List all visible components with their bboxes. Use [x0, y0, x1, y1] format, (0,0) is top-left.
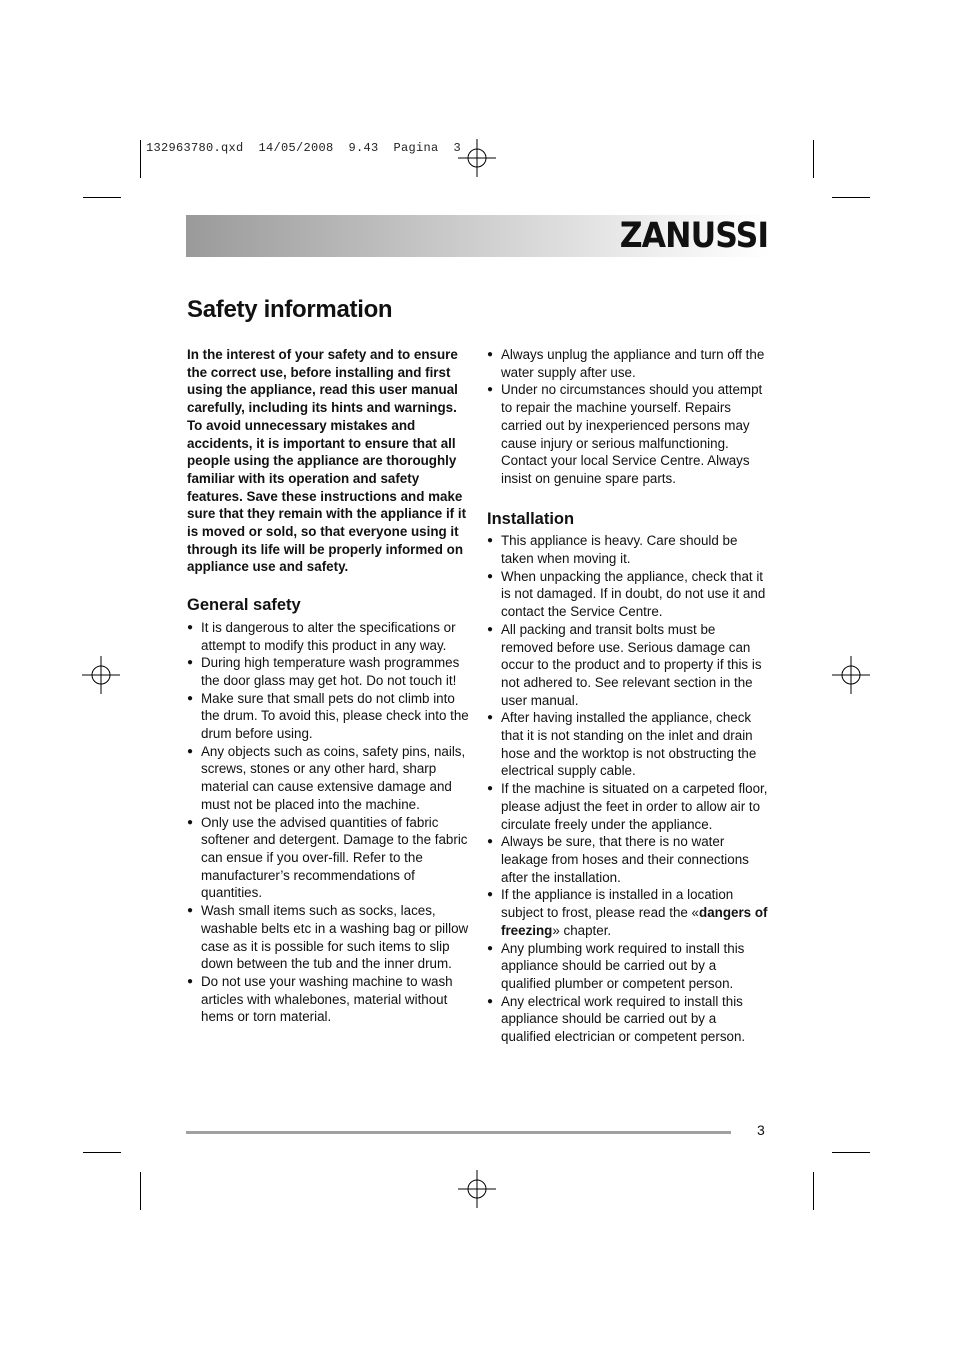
list-item: ● Any plumbing work required to install this appliance should be carried out by a qualified plumber or competent person. [487, 940, 769, 993]
crop-mark-bottom-right-v [813, 1172, 814, 1210]
registration-mark-left [82, 656, 120, 694]
list-item: ● Only use the advised quantities of fabric softener and detergent. Damage to the fabric can ensue if you over-fill. Refer to the manufacturer’s recommendations of quantities. [187, 814, 469, 903]
installation-heading: Installation [487, 509, 575, 528]
crop-mark-top-right-h [832, 197, 870, 198]
list-item: ● Always unplug the appliance and turn off the water supply after use. [487, 346, 769, 381]
list-item: ● Do not use your washing machine to wash articles with whalebones, material without hems or torn material. [187, 973, 469, 1026]
print-slug: 132963780.qxd 14/05/2008 9.43 Pagina 3 [146, 141, 462, 155]
list-item: ● If the machine is situated on a carpeted floor, please adjust the feet in order to allow air to circulate freely under the appliance. [487, 780, 769, 833]
crop-mark-top-left-v [140, 140, 141, 178]
list-item: ● This appliance is heavy. Care should be taken when moving it. [487, 532, 769, 567]
intro-paragraph: In the interest of your safety and to ensure the correct use, before installing and first using the appliance, read this user manual carefully, including its hints and warnings. To avoid unnecessary mistakes and accidents, it is important to ensure that all people using the appliance are thoroughly familiar with its operation and safety features. Save these instructions and make sure that they remain with the appliance if it is moved or sold, so that everyone using it through its life will be properly informed on appliance use and safety. [187, 347, 467, 575]
crop-mark-bottom-right-h [832, 1152, 870, 1153]
crop-mark-bottom-left-v [140, 1172, 141, 1210]
crop-mark-top-right-v [813, 140, 814, 178]
general-safety-list-continued [487, 346, 769, 488]
list-item: ● Any electrical work required to install this appliance should be carried out by a qualified electrician or competent person. [487, 993, 769, 1046]
left-column [187, 346, 469, 1026]
list-item: ● When unpacking the appliance, check that it is not damaged. If in doubt, do not use it and contact the Service Centre. [487, 568, 769, 621]
frost-text-start: If the appliance is installed in a location subject to frost, please read the « [501, 887, 734, 921]
list-item: ● During high temperature wash programmes the door glass may get hot. Do not touch it! [187, 654, 469, 689]
brand-logo: ZANUSSI [619, 216, 769, 256]
list-item: ● Wash small items such as socks, laces, washable belts etc in a washing bag or pillow case as it is possible for such items to slip down between the tub and the inner drum. [187, 902, 469, 973]
footer-rule [186, 1131, 731, 1134]
header-banner [186, 215, 770, 257]
list-item: ● Under no circumstances should you attempt to repair the machine yourself. Repairs carried out by inexperienced persons may cause injury or serious malfunctioning. Contact your local Service Centre. Always insist on genuine spare parts. [487, 381, 769, 487]
list-item: ● Always be sure, that there is no water leakage from hoses and their connections after the installation. [487, 833, 769, 886]
list-item: ● After having installed the appliance, check that it is not standing on the inlet and drain hose and the worktop is not obstructing the electrical supply cable. [487, 709, 769, 780]
installation-list [487, 532, 769, 1045]
list-item: ● It is dangerous to alter the specifications or attempt to modify this product in any way. [187, 619, 469, 654]
crop-mark-bottom-left-h [83, 1152, 121, 1153]
list-item: ● All packing and transit bolts must be removed before use. Serious damage can occur to the product and to property if this is not adhered to. See relevant section in the user manual. [487, 621, 769, 710]
registration-mark-bottom [458, 1170, 496, 1208]
general-safety-heading: General safety [187, 596, 301, 615]
registration-mark-right [832, 656, 870, 694]
general-safety-list [187, 619, 469, 1026]
page-title: Safety information [187, 296, 393, 323]
frost-chapter-reference: dangers of freezing [501, 905, 768, 938]
page-number: 3 [757, 1122, 765, 1138]
crop-mark-top-left-h [83, 197, 121, 198]
list-item: ● Make sure that small pets do not climb into the drum. To avoid this, please check into the drum before using. [187, 690, 469, 743]
list-item: ● Any objects such as coins, safety pins, nails, screws, stones or any other hard, sharp material can cause extensive damage and must not be placed into the machine. [187, 743, 469, 814]
list-item-frost [487, 886, 769, 939]
registration-mark-top [458, 139, 496, 177]
frost-text-end: » chapter. [552, 922, 612, 938]
right-column [487, 346, 769, 1046]
